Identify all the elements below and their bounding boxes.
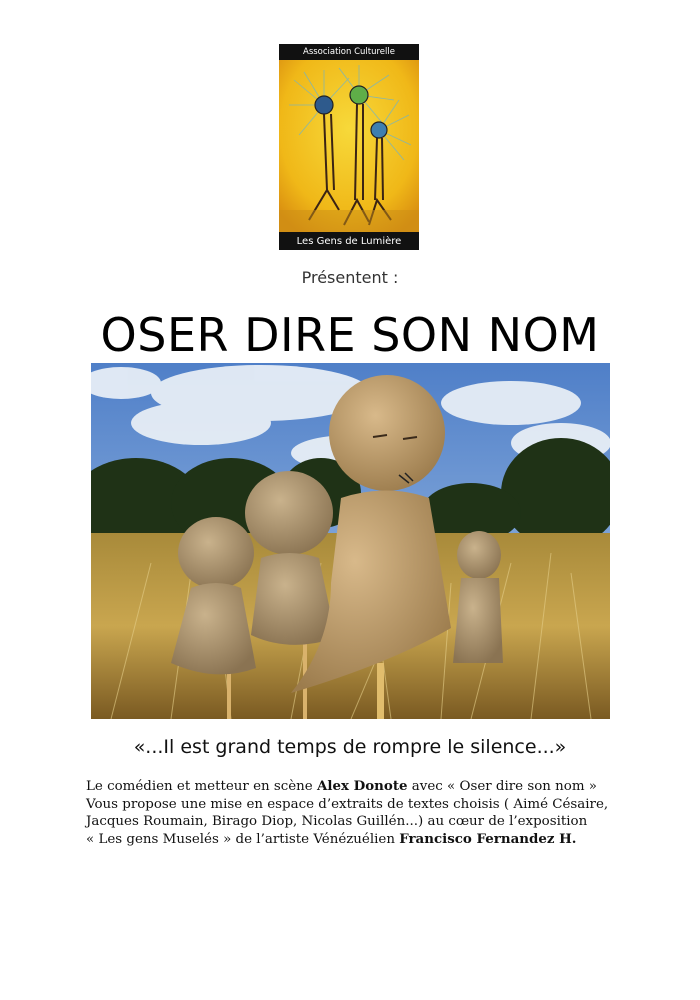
burlap-puppets-photo [91, 363, 610, 719]
body-line-1-post: avec « Oser dire son nom » [407, 779, 597, 794]
logo-top-text: Association Culturelle [303, 47, 395, 57]
quote-text: «...Il est grand temps de rompre le silence...» [133, 736, 567, 758]
artist-name: Francisco Fernandez H. [399, 830, 577, 847]
sun-figures-icon [279, 60, 419, 232]
body-line-1-pre: Le comédien et metteur en scène [86, 779, 317, 794]
body-line-3: Jacques Roumain, Birago Diop, Nicolas Guillén...) au cœur de l’exposition [86, 814, 588, 829]
body-line-4 [86, 831, 666, 849]
association-logo [279, 44, 419, 250]
body-line-2: Vous propose une mise en espace d’extraits de textes choisis ( Aimé Césaire, [86, 796, 609, 812]
logo-bottom-text: Les Gens de Lumière [296, 236, 402, 247]
page-title: OSER DIRE SON NOM [100, 308, 600, 362]
description-paragraph [86, 778, 666, 848]
body-line-4-pre: « Les gens Muselés » de l’artiste Vénézuélien [86, 831, 400, 847]
body-line-1 [86, 778, 666, 796]
director-name: Alex Donote [316, 778, 408, 794]
presenting-label: Présentent : [301, 268, 399, 287]
